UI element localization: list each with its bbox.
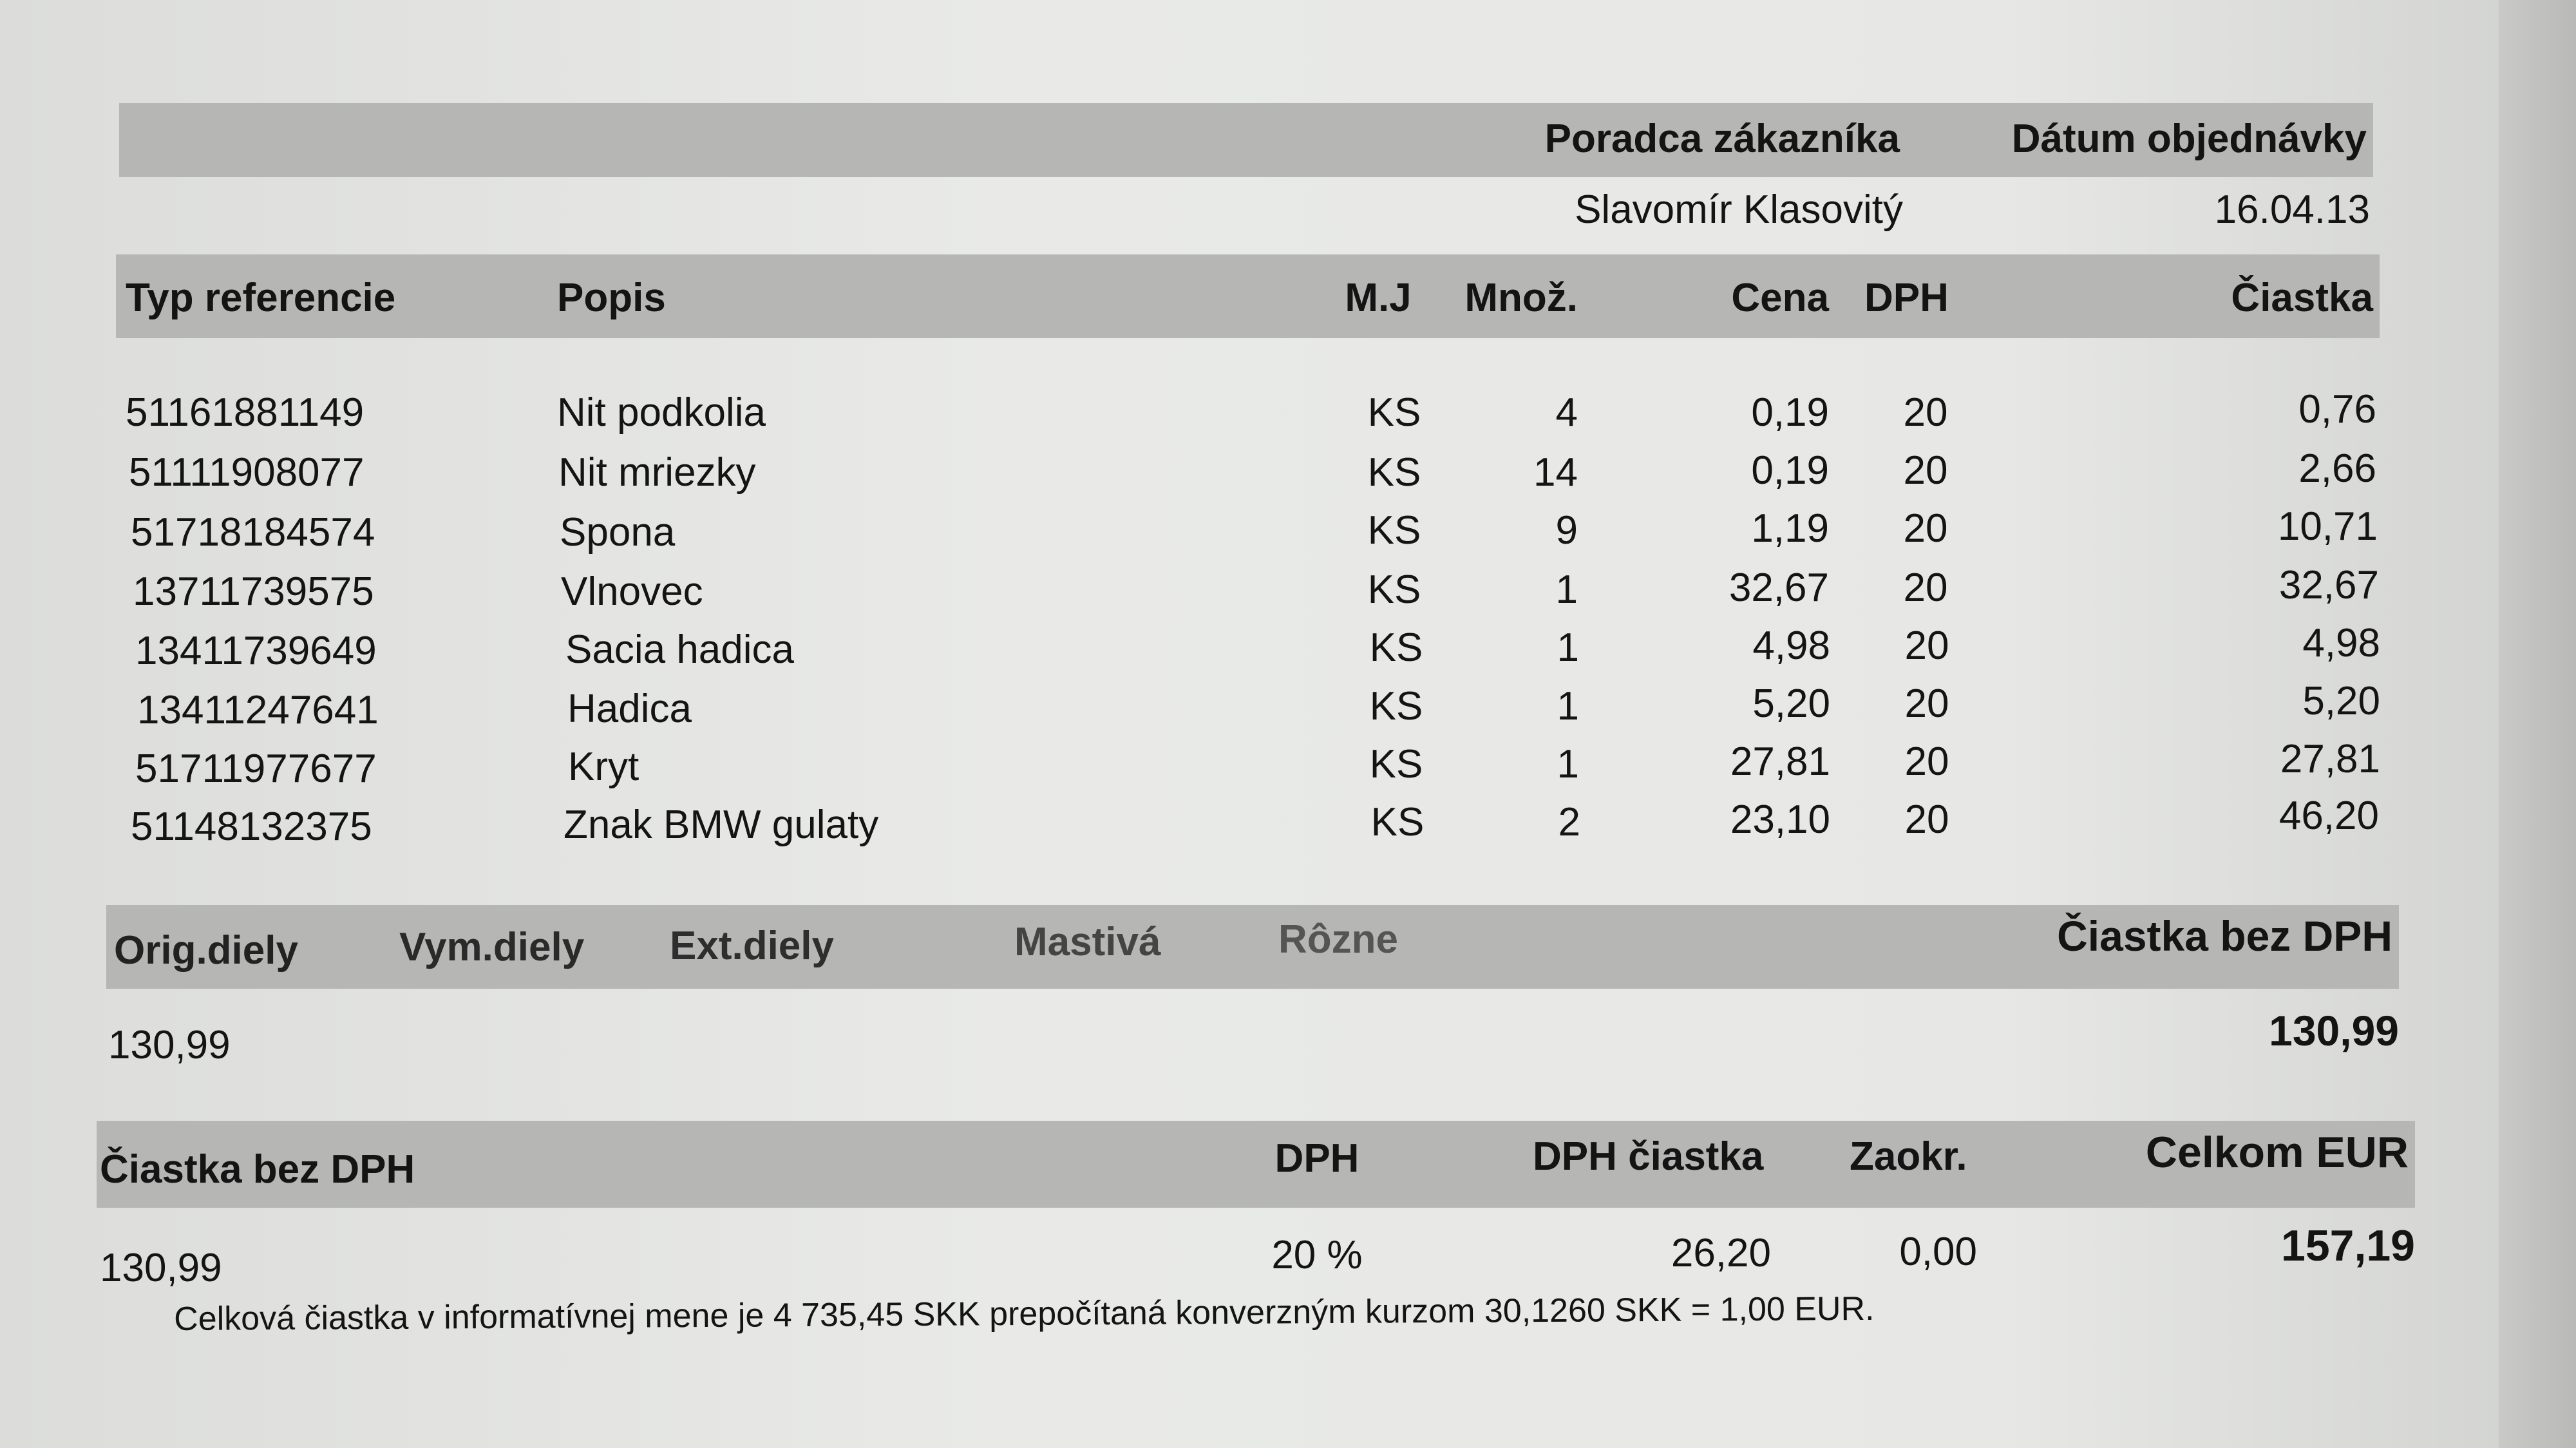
row-vat: 20 <box>1903 448 1948 493</box>
grand-total-label: Celkom EUR <box>2145 1128 2409 1177</box>
row-desc: Sacia hadica <box>565 627 795 672</box>
rounding-value: 0,00 <box>1899 1230 1977 1274</box>
row-price: 1,19 <box>1751 506 1829 551</box>
row-price: 32,67 <box>1728 566 1829 610</box>
row-amount: 2,66 <box>2298 446 2376 491</box>
row-vat: 20 <box>1903 390 1948 435</box>
orig-parts-label: Orig.diely <box>114 928 298 973</box>
replacement-parts-label: Vym.diely <box>399 925 585 969</box>
vat-rate-value: 20 % <box>1271 1233 1363 1277</box>
col-price-header: Cena <box>1731 276 1829 320</box>
row-vat: 20 <box>1904 739 1949 784</box>
order-date: 16.04.13 <box>2214 187 2370 232</box>
row-vat: 20 <box>1904 624 1949 668</box>
row-price: 23,10 <box>1730 797 1830 842</box>
row-desc: Hadica <box>567 687 692 731</box>
row-desc: Spona <box>560 510 676 555</box>
row-qty: 2 <box>1558 800 1580 844</box>
net-amount-label: Čiastka bez DPH <box>100 1147 415 1192</box>
row-amount: 10,71 <box>2277 504 2378 549</box>
row-amount: 5,20 <box>2302 679 2380 723</box>
row-price: 0,19 <box>1751 390 1829 435</box>
row-qty: 14 <box>1533 450 1578 495</box>
row-amount: 0,76 <box>2298 387 2376 432</box>
subtotal-value: 130,99 <box>2269 1007 2399 1054</box>
grand-total-value: 157,19 <box>2281 1221 2415 1270</box>
lubricants-label: Mastivá <box>1014 920 1161 964</box>
row-qty: 4 <box>1555 390 1578 435</box>
row-unit: KS <box>1367 390 1421 435</box>
row-ref: 51718184574 <box>131 510 375 555</box>
row-unit: KS <box>1369 625 1423 670</box>
external-parts-label: Ext.diely <box>670 924 834 968</box>
row-amount: 4,98 <box>2302 621 2380 665</box>
row-vat: 20 <box>1903 506 1948 551</box>
row-ref: 13711739575 <box>133 569 374 614</box>
row-vat: 20 <box>1904 681 1949 726</box>
col-qty-header: Množ. <box>1464 276 1578 320</box>
row-vat: 20 <box>1903 566 1948 610</box>
row-vat: 20 <box>1904 797 1949 842</box>
order-date-label: Dátum objednávky <box>2011 117 2367 161</box>
vat-amount-label: DPH čiastka <box>1533 1134 1764 1179</box>
row-ref: 51111908077 <box>129 450 365 495</box>
row-unit: KS <box>1367 508 1421 553</box>
paper-edge <box>2499 0 2576 1448</box>
row-amount: 27,81 <box>2280 737 2380 781</box>
vat-amount-value: 26,20 <box>1671 1231 1771 1275</box>
row-unit: KS <box>1367 450 1421 495</box>
row-desc: Nit mriezky <box>558 450 756 495</box>
row-amount: 32,67 <box>2278 563 2379 607</box>
row-qty: 9 <box>1555 508 1578 553</box>
row-ref: 51148132375 <box>131 805 372 849</box>
row-qty: 1 <box>1555 567 1578 612</box>
table-header-band <box>116 254 2380 338</box>
row-ref: 13411739649 <box>135 629 377 673</box>
row-price: 4,98 <box>1752 624 1830 668</box>
misc-label: Rôzne <box>1278 917 1398 962</box>
row-desc: Vlnovec <box>561 569 703 614</box>
row-ref: 51711977677 <box>135 747 377 791</box>
row-desc: Znak BMW gulaty <box>564 803 879 847</box>
row-price: 27,81 <box>1730 739 1830 784</box>
row-desc: Nit podkolia <box>557 390 766 435</box>
row-desc: Kryt <box>568 745 639 789</box>
col-desc-header: Popis <box>557 276 666 320</box>
col-vat-header: DPH <box>1864 276 1949 320</box>
advisor-label: Poradca zákazníka <box>1544 117 1900 161</box>
currency-conversion-note: Celková čiastka v informatívnej mene je 4 735,45 SKK prepočítaná konverzným kurzom 30,1260 SKK = 1,00 EUR. <box>173 1290 1875 1338</box>
row-unit: KS <box>1369 742 1423 786</box>
row-unit: KS <box>1370 800 1425 844</box>
vat-rate-label: DPH <box>1274 1136 1359 1181</box>
row-unit: KS <box>1367 567 1421 612</box>
col-ref-header: Typ referencie <box>126 276 396 320</box>
row-qty: 1 <box>1557 625 1579 670</box>
row-qty: 1 <box>1557 742 1579 786</box>
row-amount: 46,20 <box>2278 794 2379 838</box>
row-unit: KS <box>1369 684 1423 729</box>
col-amount-header: Čiastka <box>2231 276 2373 320</box>
advisor-name: Slavomír Klasovitý <box>1575 187 1903 232</box>
orig-parts-value: 130,99 <box>108 1023 231 1067</box>
row-qty: 1 <box>1557 684 1579 729</box>
rounding-label: Zaokr. <box>1850 1134 1967 1179</box>
row-price: 5,20 <box>1752 681 1830 726</box>
net-amount-value: 130,99 <box>100 1246 222 1290</box>
row-ref: 13411247641 <box>137 688 379 732</box>
row-price: 0,19 <box>1751 448 1829 493</box>
subtotal-label: Čiastka bez DPH <box>2057 912 2392 960</box>
row-ref: 51161881149 <box>126 390 365 435</box>
col-unit-header: M.J <box>1345 276 1412 320</box>
